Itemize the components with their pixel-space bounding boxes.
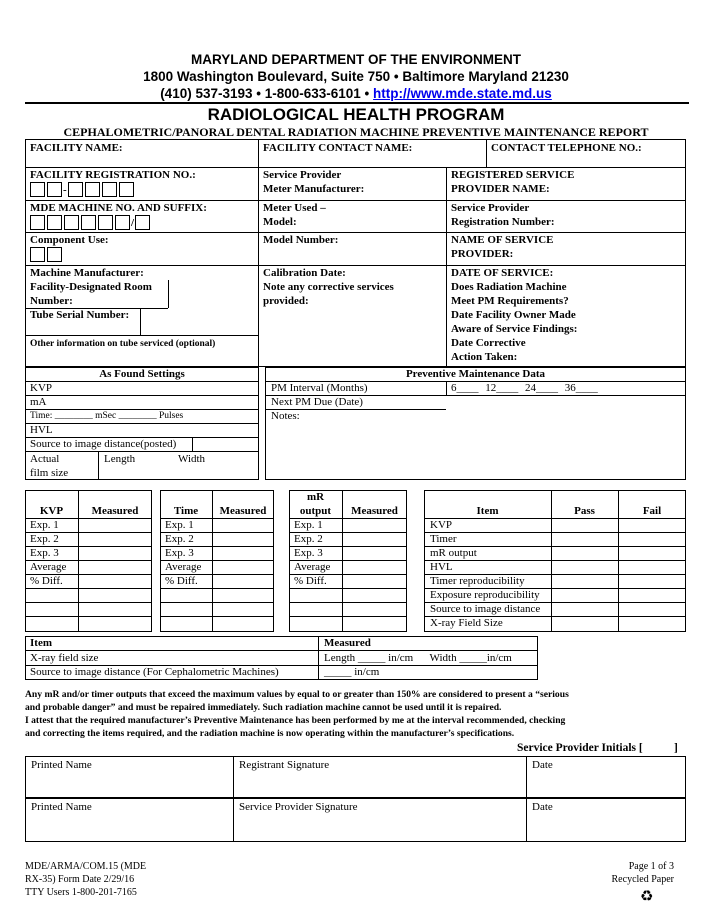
provider-date-label: Date [532, 801, 553, 813]
website-link[interactable]: http://www.mde.state.md.us [373, 86, 552, 101]
phone-numbers: (410) 537-3193 • 1-800-633-6101 • [160, 86, 374, 101]
time-row: Average [165, 561, 202, 573]
department-address: 1800 Washington Boulevard, Suite 750 • Baltimore Maryland 21230 [143, 69, 569, 84]
tube-serial-label: Tube Serial Number: [30, 309, 130, 321]
registrant-date-label: Date [532, 759, 553, 771]
kvp-measured-header: Measured [91, 505, 139, 517]
xray-field-size-value: Length _____ in/cm Width _____in/cm [324, 652, 512, 664]
kvp-row: % Diff. [30, 575, 63, 587]
department-contact [0, 86, 712, 101]
time-row: Exp. 2 [165, 533, 194, 545]
as-found-width: Width [178, 453, 206, 465]
mde-machine-boxes[interactable]: / [30, 215, 152, 230]
kvp-row: Exp. 1 [30, 519, 59, 531]
pm-next-due: Next PM Due (Date) [271, 396, 363, 408]
corrective-services-label: Note any corrective services provided: [263, 281, 394, 307]
recycled-paper-label: Recycled Paper [611, 874, 674, 885]
date-corrective-label: Date Corrective Action Taken: [451, 337, 526, 363]
sid-cephalometric-value: _____ in/cm [324, 666, 380, 678]
time-row: Exp. 1 [165, 519, 194, 531]
mr-row: Exp. 3 [294, 547, 323, 559]
meter-used-model-label: Meter Used – Model: [263, 202, 326, 228]
pass-header: Pass [574, 505, 595, 517]
printed-name-label: Printed Name [31, 801, 92, 813]
recycle-icon: ♻ [640, 887, 654, 905]
service-provider-meter-label: Service Provider Meter Manufacturer: [263, 169, 365, 195]
mr-output-header: mR output [299, 491, 332, 517]
check-item: KVP [430, 519, 453, 531]
time-measured-header: Measured [219, 505, 267, 517]
mr-row: % Diff. [294, 575, 327, 587]
as-found-actual-film-size: Actual film size [30, 453, 69, 479]
check-item: X-ray Field Size [430, 617, 503, 629]
as-found-kvp: KVP [30, 382, 53, 394]
pm-requirements-label: Does Radiation Machine Meet PM Requirements? [451, 281, 569, 307]
kvp-row: Exp. 2 [30, 533, 59, 545]
as-found-time: Time: ________ mSec ________ Pulses [30, 411, 184, 421]
as-found-hvl: HVL [30, 424, 53, 436]
mr-measured-header: Measured [351, 505, 398, 517]
facility-contact-label: FACILITY CONTACT NAME: [263, 142, 413, 154]
header-rule [25, 102, 689, 104]
check-item: HVL [430, 561, 453, 573]
fail-header: Fail [642, 505, 662, 517]
page-number: Page 1 of 3 [628, 861, 674, 872]
provider-initials-label: Service Provider Initials [ [517, 742, 643, 754]
provider-registration-label: Service Provider Registration Number: [451, 202, 555, 228]
component-use-boxes[interactable] [30, 247, 64, 262]
as-found-ma: mA [30, 396, 47, 408]
program-title: RADIOLOGICAL HEALTH PROGRAM [207, 105, 505, 124]
printed-name-label: Printed Name [31, 759, 92, 771]
time-header: Time [173, 505, 199, 517]
as-found-length: Length [104, 453, 136, 465]
department-name: MARYLAND DEPARTMENT OF THE ENVIRONMENT [191, 52, 521, 67]
kvp-header: KVP [39, 505, 64, 517]
mr-row: Exp. 1 [294, 519, 323, 531]
form-number: MDE/ARMA/COM.15 (MDE RX-35) Form Date 2/29/16 TTY Users 1-800-201-7165 [25, 861, 147, 898]
other-info-label: Other information on tube serviced (optional) [30, 339, 216, 349]
attestation-statement-2: and correcting the items required, and the radiation machine is now operating within the manufacturer’s specifications. [25, 728, 515, 739]
check-item: Timer reproducibility [430, 575, 525, 587]
check-item: Exposure reproducibility [430, 589, 540, 601]
service-provider-name-label: NAME OF SERVICE PROVIDER: [451, 234, 554, 260]
pm-interval-options[interactable]: 6____ 12____ 24____ 36____ [451, 382, 598, 394]
time-row: % Diff. [165, 575, 198, 587]
provider-signature-label: Service Provider Signature [239, 801, 358, 813]
facility-name-label: FACILITY NAME: [30, 142, 123, 154]
mr-row: Exp. 2 [294, 533, 323, 545]
kvp-row: Exp. 3 [30, 547, 59, 559]
as-found-sid: Source to image distance(posted) [30, 438, 177, 450]
component-use-label: Component Use: [30, 234, 109, 246]
pm-data-title: Preventive Maintenance Data [405, 368, 546, 380]
kvp-row: Average [30, 561, 67, 573]
model-number-label: Model Number: [263, 234, 339, 246]
mr-row: Average [294, 561, 331, 573]
provider-initials-close: ] [674, 742, 678, 754]
contact-phone-label: CONTACT TELEPHONE NO.: [491, 142, 642, 154]
calibration-date-label: Calibration Date: [263, 267, 346, 279]
date-of-service-label: DATE OF SERVICE: [451, 267, 554, 279]
item-header: Item [476, 505, 499, 517]
xray-field-size-label: X-ray field size [30, 652, 99, 664]
danger-statement-2: and probable danger” and must be repaired immediately. Such radiation machine cannot be used until it is repaired. [25, 702, 502, 713]
report-title: CEPHALOMETRIC/PANORAL DENTAL RADIATION MACHINE PREVENTIVE MAINTENANCE REPORT [63, 125, 649, 139]
pm-interval-label: PM Interval (Months) [271, 382, 368, 394]
attestation-statement: I attest that the required manufacturer’s Preventive Maintenance has been performed by me at the interval recommended, checking [25, 715, 566, 726]
sid-cephalometric-label: Source to image distance (For Cephalometric Machines) [30, 666, 279, 678]
field-measured-header: Measured [324, 637, 371, 649]
room-number-label: Facility-Designated Room Number: [30, 281, 152, 307]
registered-provider-name-label: REGISTERED SERVICE PROVIDER NAME: [451, 169, 575, 195]
time-row: Exp. 3 [165, 547, 194, 559]
facility-registration-boxes[interactable]: - [30, 182, 136, 197]
registrant-signature-label: Registrant Signature [239, 759, 330, 771]
pm-notes: Notes: [271, 410, 300, 422]
field-item-header: Item [30, 637, 52, 649]
check-item: Timer [430, 533, 457, 545]
machine-manufacturer-label: Machine Manufacturer: [30, 267, 144, 279]
owner-aware-label: Date Facility Owner Made Aware of Service Findings: [451, 309, 578, 335]
check-item: Source to image distance [430, 603, 541, 615]
mde-machine-label: MDE MACHINE NO. AND SUFFIX: [30, 202, 207, 214]
facility-registration-label: FACILITY REGISTRATION NO.: [30, 169, 196, 181]
check-item: mR output [430, 547, 477, 559]
danger-statement: Any mR and/or timer outputs that exceed the maximum values by equal to or greater than 150% are considered to present a “serious [25, 689, 569, 700]
as-found-title: As Found Settings [99, 368, 185, 380]
